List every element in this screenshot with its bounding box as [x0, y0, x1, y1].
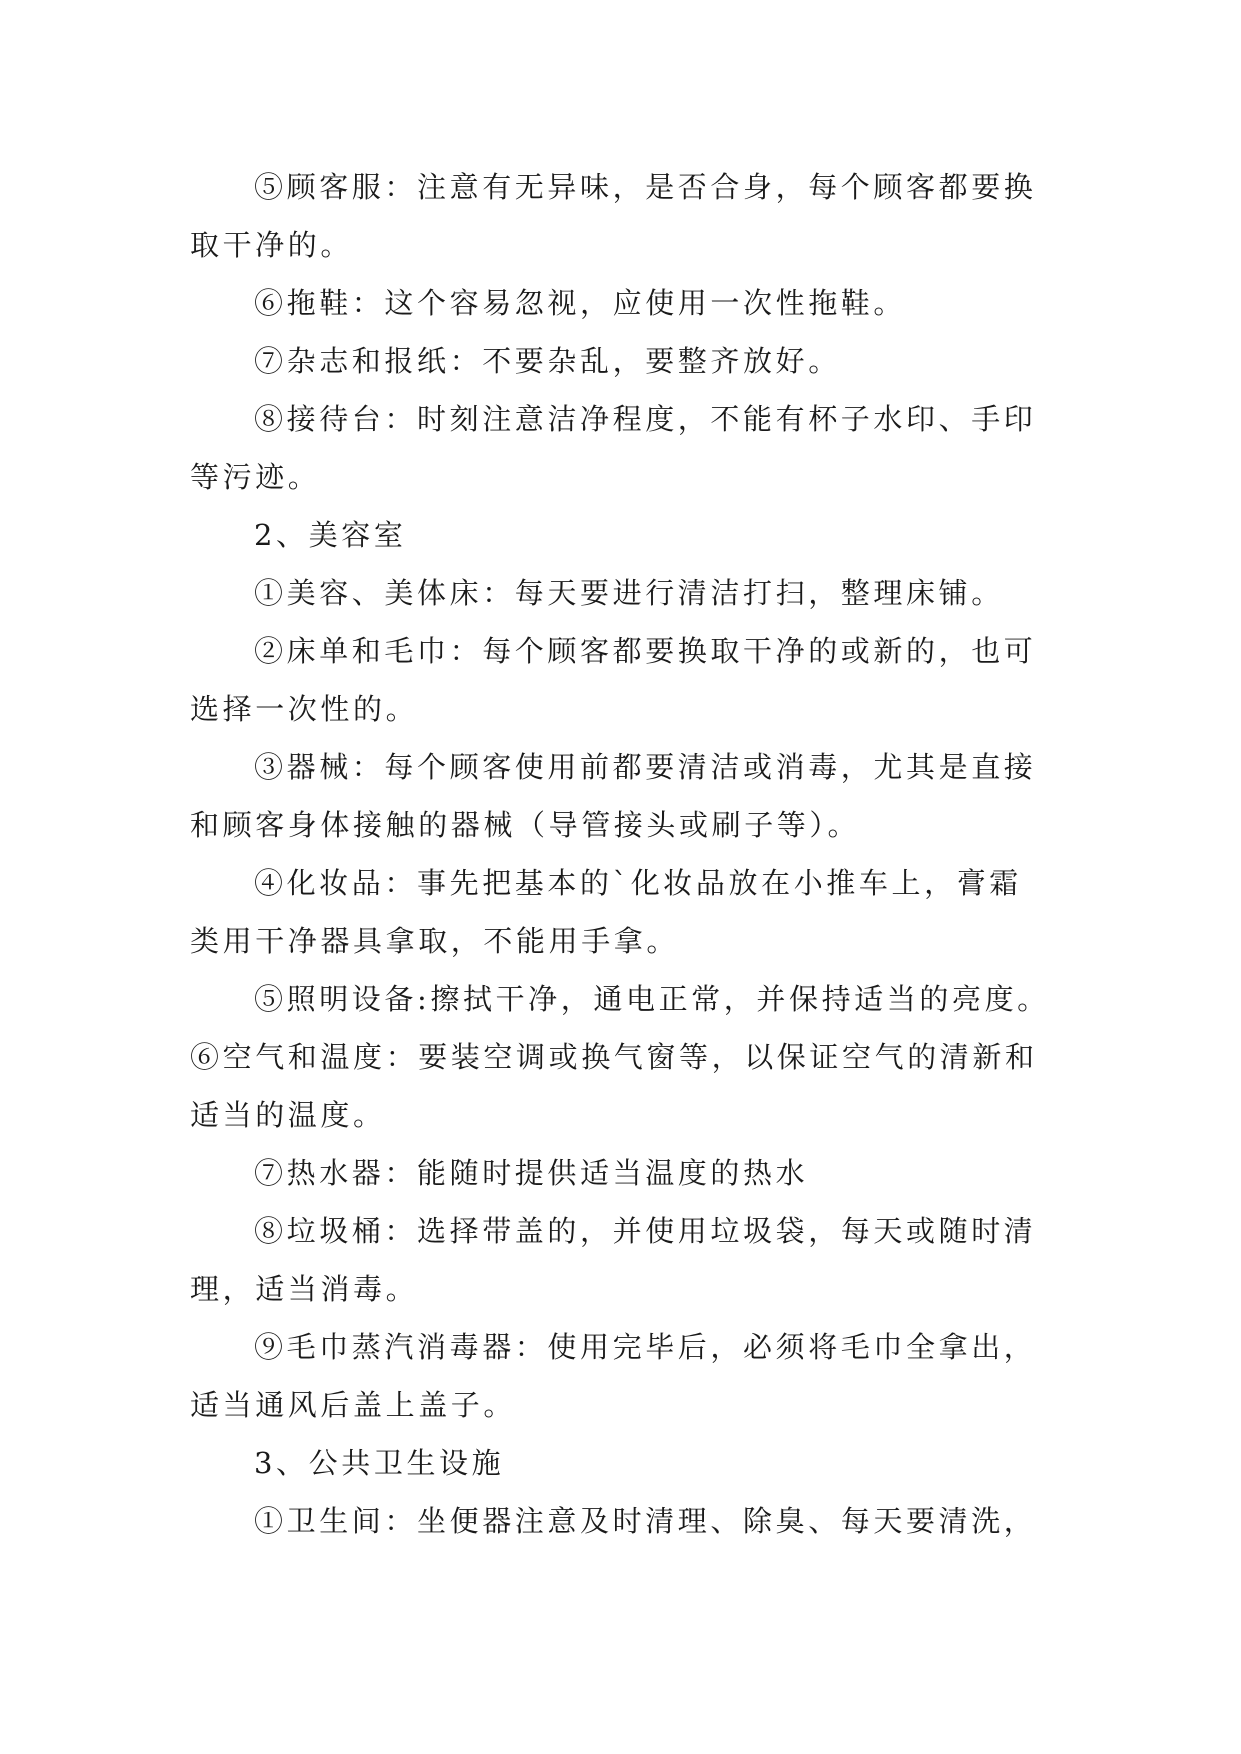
paragraph-restroom: ①卫生间：坐便器注意及时清理、除臭、每天要清洗，: [254, 1504, 1037, 1538]
paragraph-lighting: ⑤照明设备:擦拭干净，通电正常，并保持适当的亮度。: [254, 982, 1050, 1016]
section-heading-public-facilities: 3、公共卫生设施: [254, 1446, 505, 1480]
paragraph-slippers: ⑥拖鞋：这个容易忽视，应使用一次性拖鞋。: [254, 286, 907, 320]
document-body: [190, 158, 1050, 1550]
paragraph-cosmetics: ④化妆品：事先把基本的`化妆品放在小推车上，膏霜类用干净器具拿取，不能用手拿。: [190, 866, 1022, 958]
section-heading-beauty-room: 2、美容室: [254, 518, 407, 552]
paragraph-water-heater: ⑦热水器：能随时提供适当温度的热水: [254, 1156, 809, 1190]
paragraph-air-temperature: ⑥空气和温度：要装空调或换气窗等，以保证空气的清新和适当的温度。: [190, 1040, 1038, 1132]
paragraph-magazines: ⑦杂志和报纸：不要杂乱，要整齐放好。: [254, 344, 841, 378]
paragraph-trash-bin: ⑧垃圾桶：选择带盖的，并使用垃圾袋，每天或随时清理，适当消毒。: [190, 1214, 1037, 1306]
paragraph-towel-steamer: ⑨毛巾蒸汽消毒器：使用完毕后，必须将毛巾全拿出，适当通风后盖上盖子。: [190, 1330, 1037, 1422]
paragraph-instruments: ③器械：每个顾客使用前都要清洁或消毒，尤其是直接和顾客身体接触的器械（导管接头或刷子等）。: [190, 750, 1037, 842]
paragraph-reception-desk: ⑧接待台：时刻注意洁净程度，不能有杯子水印、手印等污迹。: [190, 402, 1037, 494]
paragraph-customer-robe: ⑤顾客服：注意有无异味，是否合身，每个顾客都要换取干净的。: [190, 170, 1037, 262]
paragraph-beauty-bed: ①美容、美体床：每天要进行清洁打扫，整理床铺。: [254, 576, 1004, 610]
paragraph-sheets-towels: ②床单和毛巾：每个顾客都要换取干净的或新的，也可选择一次性的。: [190, 634, 1037, 726]
